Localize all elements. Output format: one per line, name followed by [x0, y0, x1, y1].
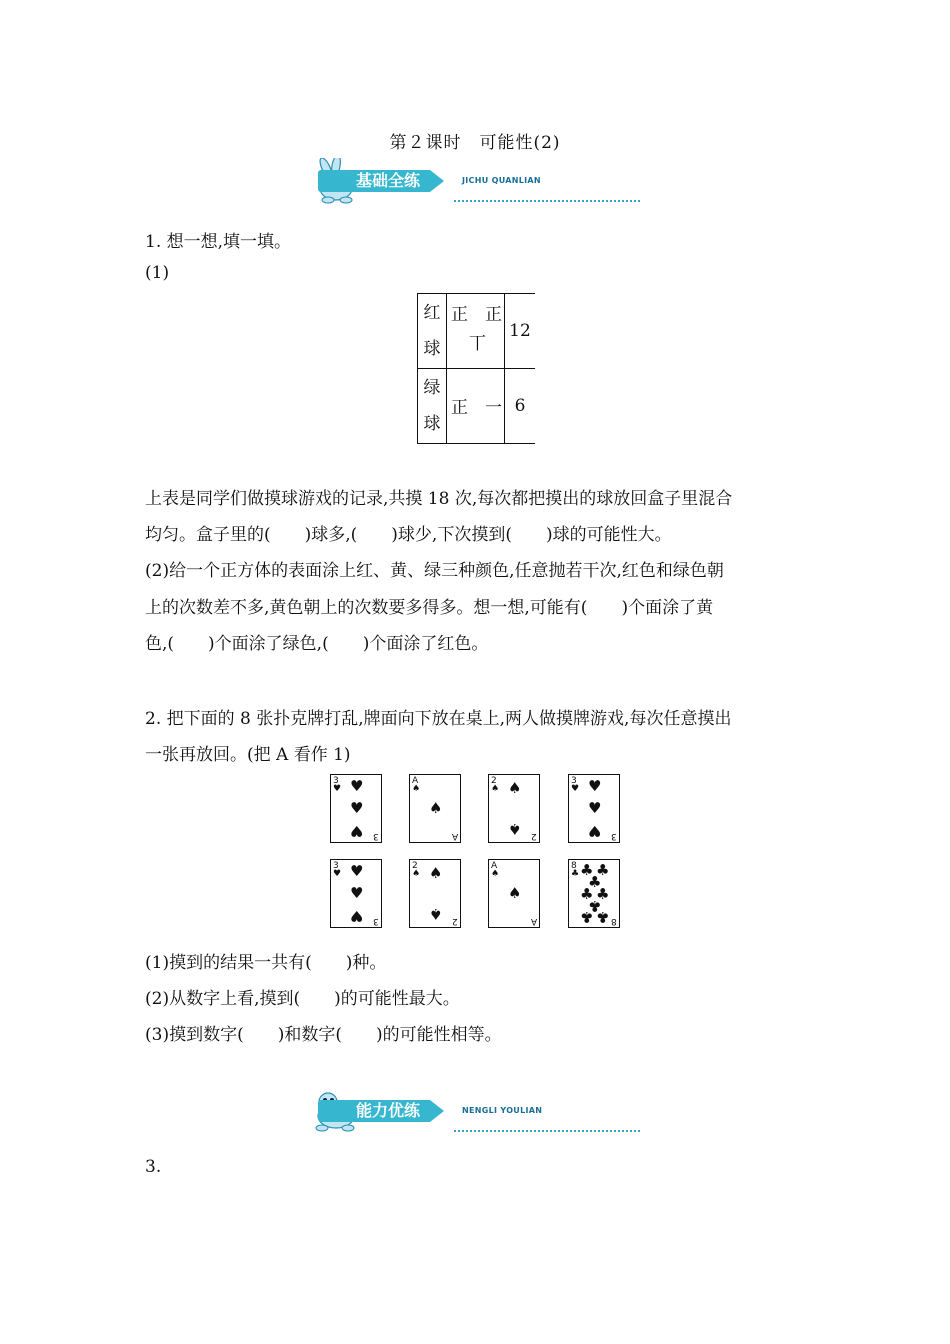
spade-icon: ♠ — [491, 784, 500, 794]
count-red: 12 — [505, 294, 536, 369]
heart-icon: ♥ — [588, 777, 602, 795]
q1-para1-line2: 均匀。盒子里的( )球多,( )球少,下次摸到( )球的可能性大。 — [145, 525, 672, 545]
spade-icon: ♠ — [429, 905, 443, 923]
label-char: 球 — [423, 414, 441, 434]
q2-line2: 一张再放回。(把 A 看作 1) — [145, 745, 351, 765]
card-rank: A — [412, 776, 419, 786]
table-row — [418, 294, 536, 369]
playing-card — [568, 859, 620, 928]
card-rank: 3 — [571, 776, 577, 786]
q2-sub3: (3)摸到数字( )和数字( )的可能性相等。 — [145, 1025, 502, 1045]
tally-char: 正 — [485, 305, 502, 325]
banner-label: 基础全练 — [318, 170, 430, 192]
banner-label: 能力优练 — [318, 1100, 430, 1122]
tally-marks-green — [447, 369, 505, 444]
club-icon: ♣ — [580, 885, 594, 903]
club-icon: ♣ — [580, 861, 594, 879]
club-icon: ♣ — [596, 885, 610, 903]
card-rank: A — [451, 831, 458, 841]
heart-icon: ♥ — [333, 869, 342, 879]
card-rank: 2 — [452, 916, 458, 926]
card-rank: 3 — [333, 861, 339, 871]
label-char: 红 — [423, 303, 441, 323]
count-green: 6 — [505, 369, 536, 444]
card-rank: 3 — [373, 831, 379, 841]
banner-pinyin: JICHU QUANLIAN — [462, 176, 541, 185]
playing-card — [488, 774, 540, 843]
tally-marks-red — [447, 294, 505, 369]
label-char: 球 — [423, 339, 441, 359]
q1-para2-line2: 上的次数差不多,黄色朝上的次数要多得多。想一想,可能有( )个面涂了黄 — [145, 598, 714, 618]
playing-card — [330, 859, 382, 928]
club-icon: ♣ — [596, 908, 610, 926]
banner-pinyin: NENGLI YOULIAN — [462, 1106, 543, 1115]
card-rank: 3 — [373, 916, 379, 926]
playing-card — [488, 859, 540, 928]
club-icon: ♣ — [596, 861, 610, 879]
row-label-green — [418, 369, 447, 444]
banner-divider — [454, 200, 640, 202]
heart-icon: ♥ — [588, 799, 602, 817]
spade-icon: ♠ — [508, 779, 522, 797]
card-rank: 8 — [571, 861, 577, 871]
spade-icon: ♠ — [508, 820, 522, 838]
row-label-red — [418, 294, 447, 369]
heart-icon: ♥ — [588, 822, 602, 840]
page-title: 第２课时 可能性(2) — [389, 133, 561, 153]
table-row — [418, 369, 536, 444]
heart-icon: ♥ — [350, 777, 364, 795]
card-rank: A — [491, 861, 498, 871]
q2-sub2: (2)从数字上看,摸到( )的可能性最大。 — [145, 989, 460, 1009]
section-banner-ability — [306, 1088, 642, 1138]
heart-icon: ♥ — [571, 784, 580, 794]
card-rank: 3 — [333, 776, 339, 786]
spade-icon: ♠ — [508, 884, 522, 902]
heart-icon: ♥ — [350, 799, 364, 817]
q1-para1-line1: 上表是同学们做摸球游戏的记录,共摸 18 次,每次都把摸出的球放回盒子里混合 — [145, 489, 733, 509]
tally-char: 丅 — [469, 334, 486, 354]
heart-icon: ♥ — [350, 862, 364, 880]
q3-heading: 3. — [145, 1157, 162, 1177]
playing-card — [330, 774, 382, 843]
spade-icon: ♠ — [412, 869, 421, 879]
club-icon: ♣ — [571, 869, 580, 879]
q1-para2-line3: 色,( )个面涂了绿色,( )个面涂了红色。 — [145, 634, 489, 654]
playing-card — [568, 774, 620, 843]
spade-icon: ♠ — [412, 784, 421, 794]
playing-card — [409, 774, 461, 843]
q1-sub1: (1) — [145, 263, 170, 283]
card-rank: 8 — [611, 916, 617, 926]
heart-icon: ♥ — [350, 822, 364, 840]
tally-char: 一 — [485, 398, 502, 418]
club-icon: ♣ — [588, 873, 602, 891]
section-banner-basic — [306, 158, 642, 208]
q2-sub1: (1)摸到的结果一共有( )种。 — [145, 953, 387, 973]
label-char: 绿 — [423, 378, 441, 398]
tally-table — [417, 293, 535, 444]
q1-para2-line1: (2)给一个正方体的表面涂上红、黄、绿三种颜色,任意抛若干次,红色和绿色朝 — [145, 561, 724, 581]
card-rank: 2 — [412, 861, 418, 871]
spade-icon: ♠ — [429, 864, 443, 882]
card-rank: 2 — [531, 831, 537, 841]
tally-char: 正 — [451, 398, 468, 418]
heart-icon: ♥ — [350, 884, 364, 902]
spade-icon: ♠ — [429, 799, 443, 817]
spade-icon: ♠ — [491, 869, 500, 879]
banner-divider — [454, 1130, 640, 1132]
card-rank: 3 — [611, 831, 617, 841]
playing-card — [409, 859, 461, 928]
q2-line1: 2. 把下面的 8 张扑克牌打乱,牌面向下放在桌上,两人做摸牌游戏,每次任意摸出 — [145, 709, 732, 729]
heart-icon: ♥ — [333, 784, 342, 794]
club-icon: ♣ — [588, 897, 602, 915]
heart-icon: ♥ — [350, 907, 364, 925]
card-rank: A — [530, 916, 537, 926]
q1-heading: 1. 想一想,填一填。 — [145, 232, 292, 252]
card-rank: 2 — [491, 776, 497, 786]
tally-char: 正 — [451, 305, 468, 325]
club-icon: ♣ — [580, 908, 594, 926]
